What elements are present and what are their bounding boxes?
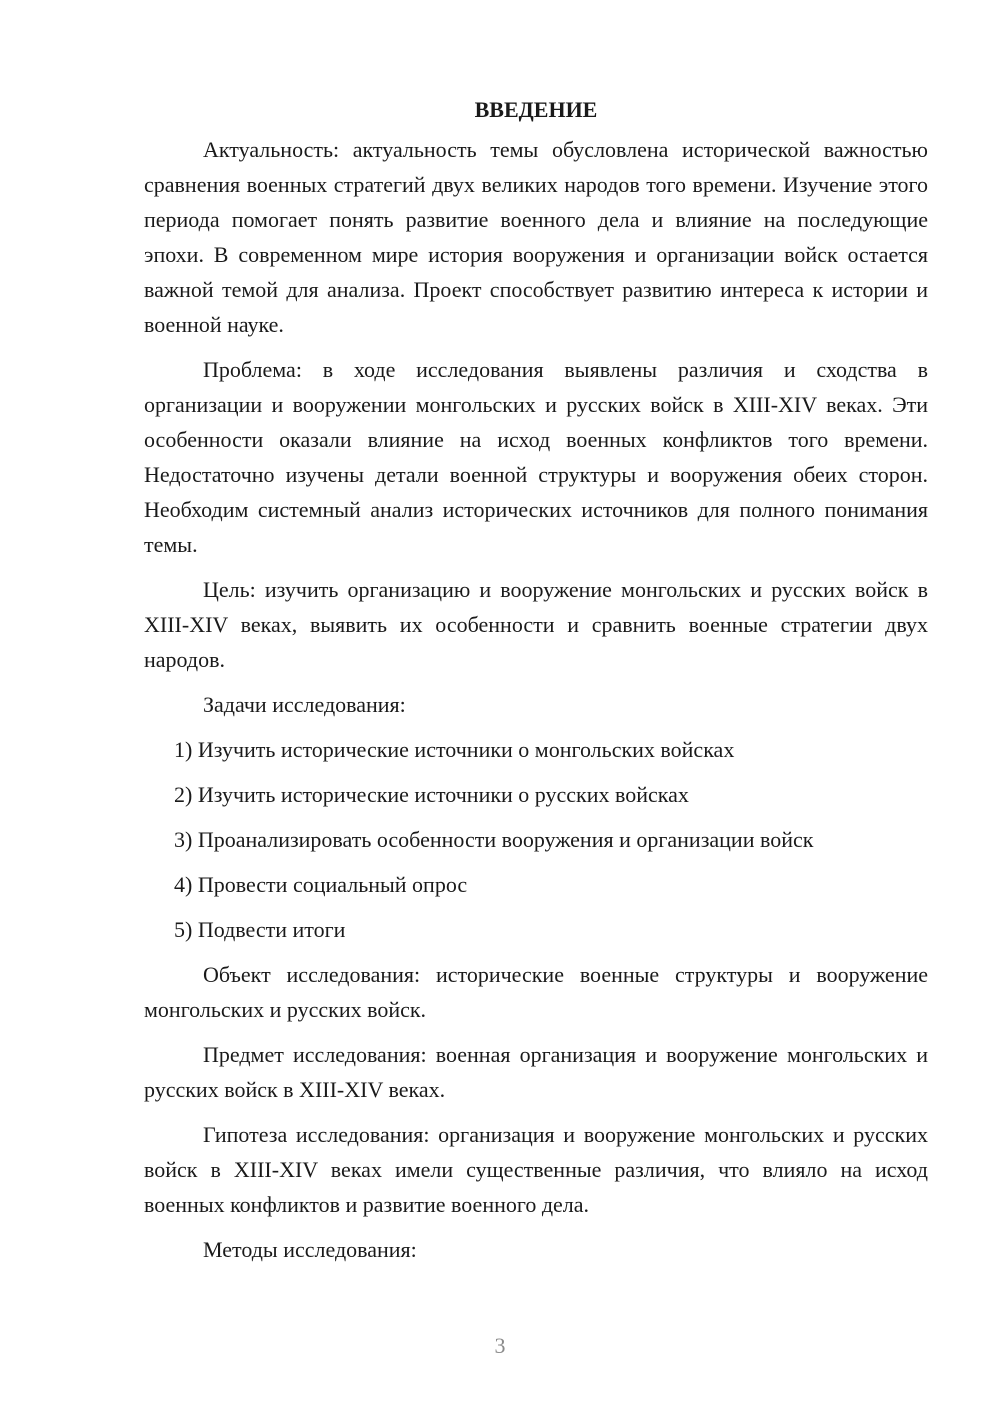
page-number: 3 (494, 1333, 506, 1358)
list-item-text: Проанализировать особенности вооружения и организации войск (197, 827, 814, 852)
tasks-list (144, 732, 928, 947)
list-item-text: Подвести итоги (197, 917, 346, 942)
page-title: ВВЕДЕНИЕ (474, 97, 598, 122)
list-item-text: Провести социальный опрос (197, 872, 468, 897)
hypothesis-paragraph: Гипотеза исследования: организация и вооружение монгольских и русских войск в XIII-XIV веках имели существенные различия, что влияло на исход военных конфликтов и развитие военного дела. (144, 1122, 928, 1217)
subject-paragraph: Предмет исследования: военная организация и вооружение монгольских и русских войск в XIII-XIV веках. (144, 1042, 928, 1102)
object-paragraph: Объект исследования: исторические военные структуры и вооружение монгольских и русских войск. (144, 962, 928, 1022)
document-page (144, 92, 928, 1277)
list-item-number: 2) (174, 782, 198, 807)
list-item-number: 1) (174, 737, 198, 762)
list-item (174, 777, 928, 812)
goal-paragraph: Цель: изучить организацию и вооружение монгольских и русских войск в XIII-XIV веках, выявить их особенности и сравнить военные стратегии двух народов. (144, 577, 928, 672)
list-item (174, 912, 928, 947)
list-item-number: 5) (174, 917, 198, 942)
problem-paragraph: Проблема: в ходе исследования выявлены различия и сходства в организации и вооружении монгольских и русских войск в XIII-XIV веках. Эти особенности оказали влияние на исход военных конфликтов того времени. Недостаточно изучены детали военной структуры и вооружения обеих сторон. Необходим системный анализ исторических источников для полного понимания темы. (144, 357, 928, 557)
list-item-number: 4) (174, 872, 198, 897)
list-item (174, 867, 928, 902)
list-item-text: Изучить исторические источники о русских войсках (197, 782, 689, 807)
list-item (174, 822, 928, 857)
list-item (174, 732, 928, 767)
relevance-paragraph: Актуальность: актуальность темы обусловлена исторической важностью сравнения военных стратегий двух великих народов того времени. Изучение этого периода помогает понять развитие военного дела и влияние на последующие эпохи. В современном мире история вооружения и организации войск остается важной темой для анализа. Проект способствует развитию интереса к истории и военной науке. (144, 137, 928, 337)
list-item-text: Изучить исторические источники о монгольских войсках (197, 737, 735, 762)
methods-heading: Методы исследования: (203, 1237, 417, 1262)
list-item-number: 3) (174, 827, 198, 852)
tasks-heading: Задачи исследования: (203, 692, 406, 717)
